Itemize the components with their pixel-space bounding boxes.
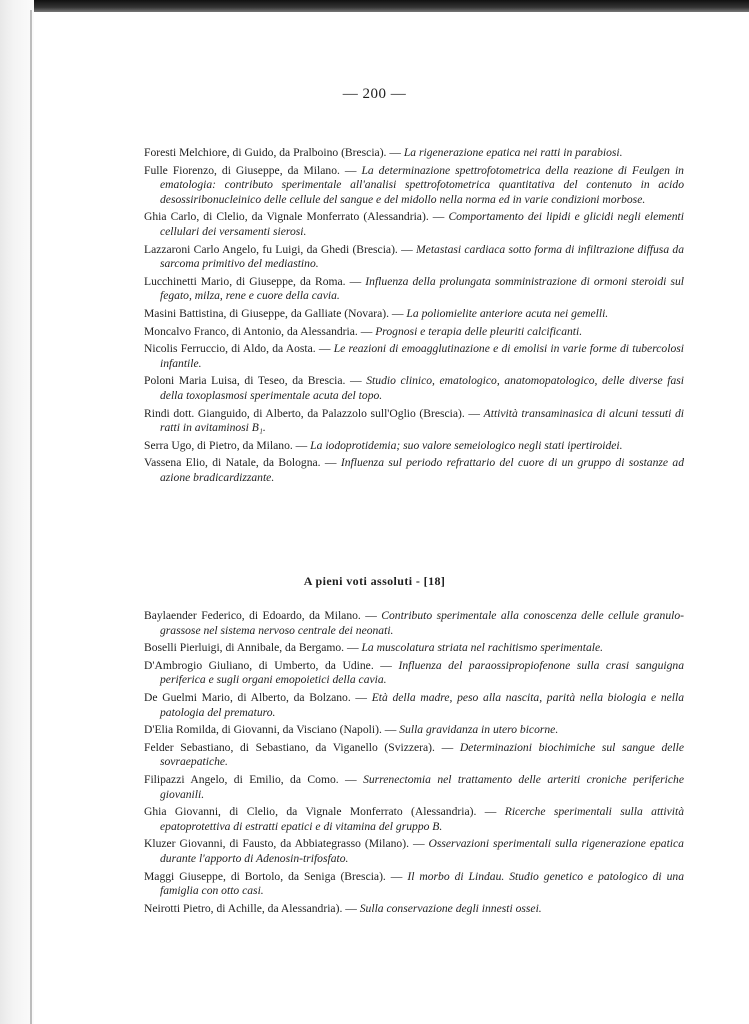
entry-author: Lucchinetti Mario, di Giuseppe, da Roma. —: [144, 274, 362, 288]
list-item: [144, 275, 684, 304]
entry-title: La iodoprotidemia; suo valore semeiologico negli stati ipertiroidei.: [310, 438, 623, 452]
entry-title: La determinazione spettrofotometrica della reazione di Feulgen in ematologia: contributo sperimentale all'analisi spettrofotometrica quantitativa del contenuto in acido desossiribonucleinico delle cellule del sangue e del midollo nella norma ed in varie condizioni morbose.: [160, 163, 684, 206]
entry-list-second: [144, 609, 684, 919]
list-item: [144, 641, 684, 656]
entry-title: Determinazioni biochimiche sul sangue delle sovraepatiche.: [160, 740, 685, 769]
list-item: [144, 439, 684, 454]
entry-author: Foresti Melchiore, di Guido, da Pralboino (Brescia). —: [144, 146, 401, 159]
list-item: [144, 456, 684, 485]
entry-author: Lazzaroni Carlo Angelo, fu Luigi, da Ghedi (Brescia). —: [144, 242, 413, 256]
list-item: [144, 307, 684, 322]
scan-binding-edge: [0, 0, 34, 1024]
entry-title: Studio clinico, ematologico, anatomopatologico, delle diverse fasi della toxoplasmosi sperimentale acuta del topo.: [160, 374, 684, 402]
entry-author: D'Ambrogio Giuliano, di Umberto, da Udine. —: [144, 658, 392, 672]
page-number: — 200 —: [342, 86, 407, 102]
entry-title: Il morbo di Lindau. Studio genetico e patologico di una famiglia con otto casi.: [160, 869, 684, 898]
entry-author: Filipazzi Angelo, di Emilio, da Como. —: [144, 772, 357, 786]
entry-author: Kluzer Giovanni, di Fausto, da Abbiategrasso (Milano). —: [144, 837, 425, 851]
list-item: [144, 325, 684, 340]
entry-author: Ghia Giovanni, di Clelio, da Vignale Monferrato (Alessandria). —: [144, 805, 497, 819]
entry-author: De Guelmi Mario, di Alberto, da Bolzano. —: [144, 690, 368, 704]
list-item: [144, 407, 684, 436]
entry-author: Neirotti Pietro, di Achille, da Alessandria). —: [144, 901, 357, 915]
entry-author: Ghia Carlo, di Clelio, da Vignale Monferrato (Alessandria). —: [144, 210, 445, 224]
entry-author: Nicolis Ferruccio, di Aldo, da Aosta. —: [144, 342, 331, 356]
entry-title: Ricerche sperimentali sulla attività epatoprotettiva di estratti epatici e di vitamina del gruppo B.: [160, 805, 684, 833]
entry-title: Metastasi cardiaca sotto forma di infiltrazione diffusa da sarcoma primitivo del mediastino.: [160, 242, 684, 271]
section-heading: A pieni voti assoluti - [18]: [303, 574, 446, 588]
list-item: [144, 870, 684, 899]
list-item: [144, 741, 684, 770]
entry-author: Baylaender Federico, di Edoardo, da Milano. —: [144, 609, 377, 622]
entry-title: La muscolatura striata nel rachitismo sperimentale.: [361, 641, 604, 655]
entry-author: Moncalvo Franco, di Antonio, da Alessandria. —: [144, 324, 373, 338]
entry-title: Sulla gravidanza in utero bicorne.: [399, 723, 559, 737]
list-item: [144, 773, 684, 802]
entry-title: Osservazioni sperimentali sulla rigenerazione epatica durante l'apporto di Adenosin-trifosfato.: [160, 837, 684, 865]
entry-author: Rindi dott. Gianguido, di Alberto, da Palazzolo sull'Oglio (Brescia). —: [144, 406, 481, 420]
entry-author: Boselli Pierluigi, di Annibale, da Bergamo. —: [144, 641, 359, 655]
list-item: [144, 210, 684, 239]
list-item: [144, 374, 684, 403]
entry-title: Attività transaminasica di alcuni tessuti di ratti in avitaminosi B₁.: [160, 406, 685, 435]
entry-title: La rigenerazione epatica nei ratti in parabiosi.: [403, 146, 623, 159]
entry-author: Poloni Maria Luisa, di Teseo, da Brescia. —: [144, 374, 362, 388]
entry-author: D'Elia Romilda, di Giovanni, da Visciano (Napoli). —: [144, 723, 397, 737]
entry-author: Felder Sebastiano, di Sebastiano, da Viganello (Svizzera). —: [144, 740, 454, 754]
entry-title: Sulla conservazione degli innesti ossei.: [359, 901, 542, 915]
entry-title: Prognosi e terapia delle pleuriti calcificanti.: [375, 324, 583, 338]
entry-author: Fulle Fiorenzo, di Giuseppe, da Milano. —: [144, 163, 357, 177]
entry-author: Vassena Elio, di Natale, da Bologna. —: [144, 456, 337, 470]
scan-top-border: [0, 0, 749, 12]
list-item: [144, 342, 684, 371]
entry-title: Comportamento dei lipidi e glicidi negli elementi cellulari dei versamenti sierosi.: [160, 210, 684, 238]
entry-author: Maggi Giuseppe, di Bortolo, da Seniga (Brescia). —: [144, 869, 403, 883]
entry-title: Surrenectomia nel trattamento delle arteriti croniche periferiche giovanili.: [160, 772, 684, 801]
list-item: [144, 902, 684, 917]
list-item: [144, 146, 684, 161]
entry-list-first: [144, 146, 684, 488]
entry-title: La poliomielite anteriore acuta nei gemelli.: [406, 306, 609, 320]
entry-title: Influenza del paraossipropiofenone sulla crasi sanguigna periferica e sugli organi emopoietici della cavia.: [160, 658, 684, 687]
entry-title: Influenza sul periodo refrattario del cuore di un gruppo di sostanze ad azione bradicardizzante.: [160, 456, 684, 484]
entry-title: Le reazioni di emoagglutinazione e di emolisi in varie forme di tubercolosi infantile.: [160, 342, 684, 370]
list-item: [144, 659, 684, 688]
list-item: [144, 691, 684, 720]
entry-title: Età della madre, peso alla nascita, parità nella biologia e nella patologia del prematuro.: [160, 690, 685, 719]
list-item: [144, 723, 684, 738]
list-item: [144, 805, 684, 834]
entry-author: Serra Ugo, di Pietro, da Milano. —: [144, 438, 308, 452]
entry-author: Masini Battistina, di Giuseppe, da Galliate (Novara). —: [144, 306, 404, 320]
list-item: [144, 243, 684, 272]
list-item: [144, 609, 684, 638]
entry-title: Influenza della prolungata somministrazione di ormoni steroidi sul fegato, milza, rene e cuore della cavia.: [160, 274, 684, 303]
entry-title: Contributo sperimentale alla conoscenza delle cellule granulo-grassose nel sistema nervoso centrale dei neonati.: [160, 609, 684, 637]
list-item: [144, 837, 684, 866]
list-item: [144, 164, 684, 208]
